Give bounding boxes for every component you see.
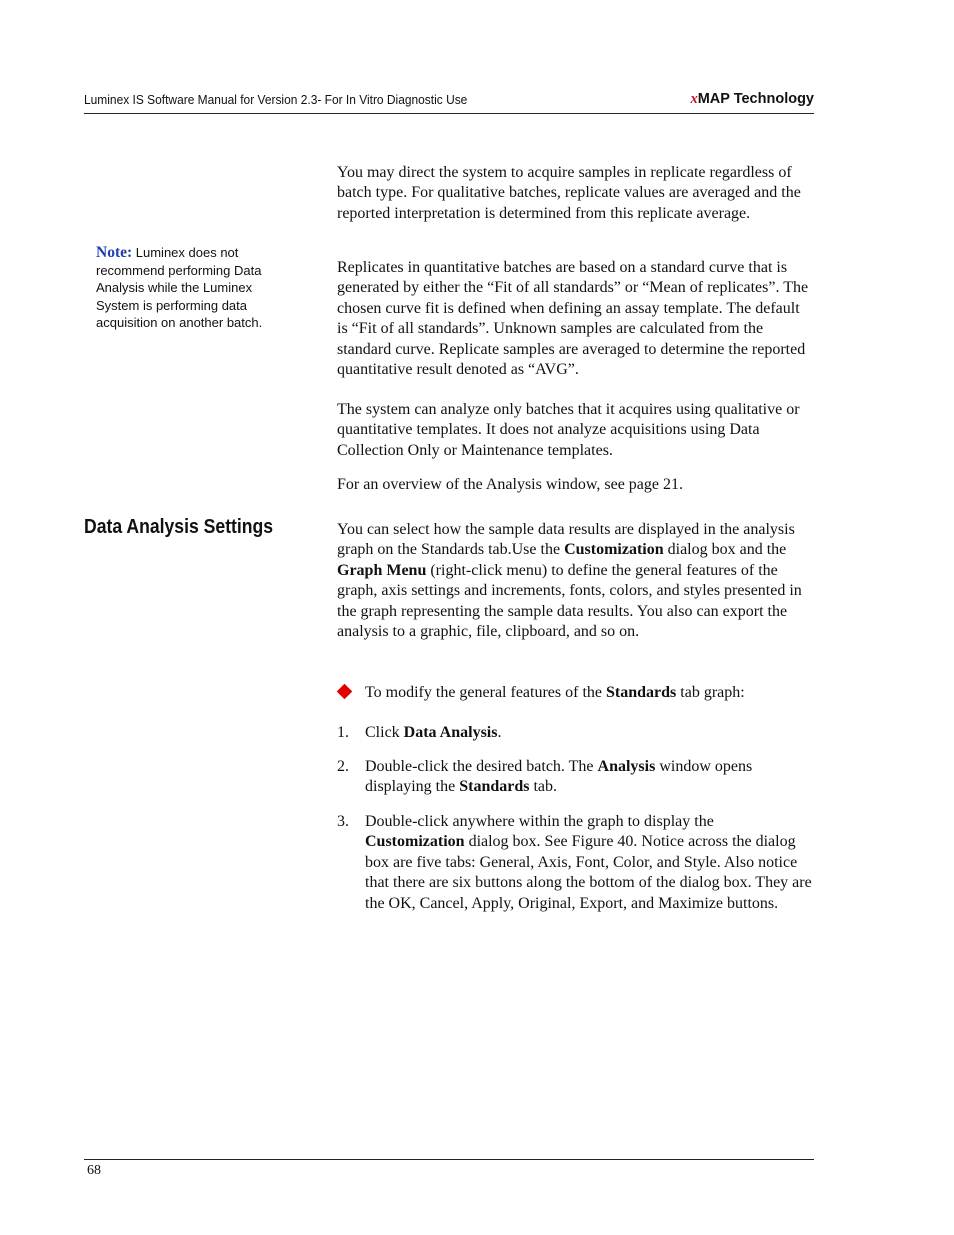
paragraph-quantitative-replicates: Replicates in quantitative batches are based on a standard curve that is generated by either the “Fit of all standards” or “Mean of replicates”. The chosen curve fit is defined when defining an assay template. The default is “Fit of all standards”. Unknown samples are calculated from the standard curve. Replicate samples are averaged to determine the reported quantitative result denoted as “AVG”. (337, 259, 809, 379)
bullet-text-2: tab graph: (676, 684, 745, 701)
footer-rule (84, 1159, 814, 1160)
step-2-text-2: window opens displaying the (365, 758, 753, 796)
procedure-bullet-text (365, 683, 745, 703)
step-2-text-1: Double-click the desired batch. The (365, 758, 598, 775)
intro-text-3: (right-click menu) to define the general features of the graph, axis settings and increments, fonts, colors, and styles presented in the graph representing the sample data results. You also can export the analysis to a graphic, file, clipboard, and so on. (337, 561, 802, 641)
paragraph-analysis-overview: For an overview of the Analysis window, see page 21. (337, 476, 683, 493)
step-3-bold-customization: Customization (365, 833, 465, 851)
step-text (365, 757, 813, 798)
step-3-text-2: dialog box. See Figure 40. Notice across the dialog box are five tabs: General, Axis, Font, Color, and Style. Also notice that there are six buttons along the bottom of the dialog box. They are the OK, Cancel, Apply, Original, Export, and Maximize buttons. (365, 833, 812, 912)
step-text (365, 723, 813, 743)
step-3-text-1: Double-click anywhere within the graph to display the (365, 813, 714, 830)
page-header (84, 88, 814, 114)
intro-bold-customization: Customization (564, 541, 664, 559)
step-number: 1. (337, 724, 349, 741)
step-text (365, 812, 813, 914)
bullet-bold-standards: Standards (606, 684, 677, 701)
intro-text-2: dialog box and the (663, 541, 787, 559)
paragraph-replicate-acquisition: You may direct the system to acquire samples in replicate regardless of batch type. For qualitative batches, replicate values are averaged and the reported interpretation is determined from this replicate average. (337, 164, 801, 222)
step-number: 2. (337, 758, 349, 775)
header-title: Luminex IS Software Manual for Version 2.3- For In Vitro Diagnostic Use (84, 92, 468, 107)
section-heading: Data Analysis Settings (84, 516, 274, 538)
intro-text-1: You can select how the sample data results are displayed in the analysis graph on the Standards tab.Use the (337, 521, 795, 559)
note-text: Luminex does not recommend performing Data Analysis while the Luminex System is performing data acquisition on another batch. (96, 245, 263, 330)
brand-name: MAP Technology (697, 91, 814, 107)
brand-prefix: x (690, 91, 698, 107)
page-number: 68 (87, 1163, 101, 1178)
header-brand (690, 91, 814, 108)
note-label: Note: (96, 244, 133, 261)
margin-note (96, 244, 286, 332)
step-2-bold-analysis: Analysis (597, 758, 656, 775)
paragraph-analysis-scope: The system can analyze only batches that it acquires using qualitative or quantitative templates. It does not analyze acquisitions using Data Collection Only or Maintenance templates. (337, 401, 800, 459)
step-2-bold-standards: Standards (459, 778, 530, 796)
step-1-bold-data-analysis: Data Analysis (403, 724, 498, 741)
step-2-text-3: tab. (529, 778, 558, 796)
bullet-text-1: To modify the general features of the (365, 684, 607, 701)
step-number: 3. (337, 813, 349, 830)
section-intro-paragraph (337, 520, 813, 642)
diamond-bullet-icon (337, 684, 353, 700)
step-1-text-1: Click (365, 724, 404, 741)
intro-bold-graph-menu: Graph Menu (337, 561, 427, 579)
step-1-text-2: . (497, 724, 502, 741)
